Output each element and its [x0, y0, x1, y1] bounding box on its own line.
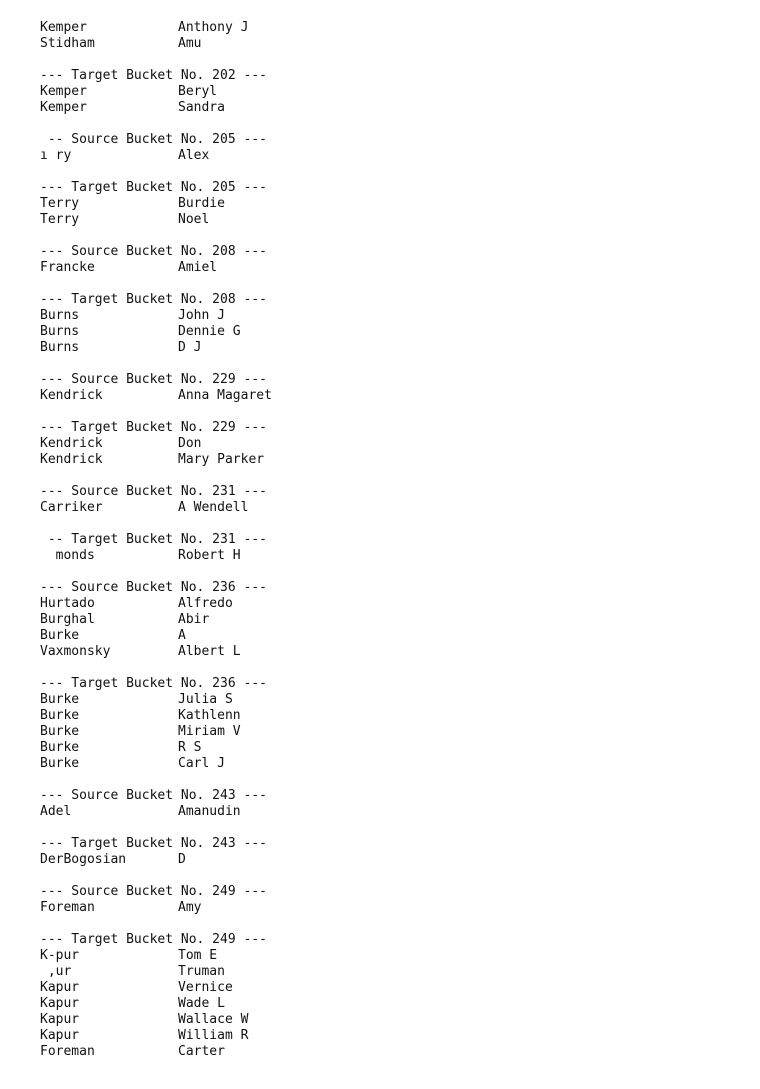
bucket-group — [40, 20, 740, 52]
last-name: Burns — [40, 324, 80, 339]
last-name: Kapur — [40, 980, 80, 995]
last-name: Burke — [40, 740, 80, 755]
first-name: D J — [178, 340, 202, 355]
last-name: Kapur — [40, 1012, 80, 1027]
first-name: A Wendell — [178, 500, 249, 515]
last-name: Foreman — [40, 1044, 95, 1059]
bucket-group — [40, 532, 740, 564]
first-name: John J — [178, 308, 225, 323]
first-name: Truman — [178, 964, 225, 979]
bucket-group — [40, 132, 740, 164]
first-name: Noel — [178, 212, 210, 227]
name-row — [40, 1028, 740, 1044]
name-row — [40, 324, 740, 340]
last-name: Burke — [40, 708, 80, 723]
last-name: Burns — [40, 308, 80, 323]
name-row — [40, 1012, 740, 1028]
name-row — [40, 196, 740, 212]
bucket-header: --- Source Bucket No. 243 --- — [40, 788, 267, 803]
last-name: Kendrick — [40, 436, 103, 451]
last-name: Kendrick — [40, 452, 103, 467]
last-name: Foreman — [40, 900, 95, 915]
last-name: Kemper — [40, 20, 87, 35]
name-row — [40, 20, 740, 36]
last-name: Burke — [40, 628, 80, 643]
last-name: Kapur — [40, 996, 80, 1011]
last-name: ,ur — [40, 964, 72, 979]
bucket-group — [40, 420, 740, 468]
first-name: D — [178, 852, 186, 867]
name-row — [40, 628, 740, 644]
bucket-header: --- Source Bucket No. 208 --- — [40, 244, 267, 259]
bucket-group — [40, 68, 740, 116]
name-row — [40, 692, 740, 708]
bucket-group — [40, 580, 740, 660]
name-row — [40, 740, 740, 756]
first-name: Amiel — [178, 260, 218, 275]
first-name: Tom E — [178, 948, 218, 963]
name-row — [40, 148, 740, 164]
first-name: William R — [178, 1028, 249, 1043]
name-row — [40, 1044, 740, 1060]
bucket-group — [40, 244, 740, 276]
name-row — [40, 100, 740, 116]
first-name: Don — [178, 436, 202, 451]
first-name: Carl J — [178, 756, 225, 771]
name-row — [40, 612, 740, 628]
bucket-header: --- Target Bucket No. 205 --- — [40, 180, 267, 195]
name-row — [40, 308, 740, 324]
last-name: Burns — [40, 340, 80, 355]
name-row — [40, 340, 740, 356]
first-name: Robert H — [178, 548, 241, 563]
name-row — [40, 804, 740, 820]
last-name: Burke — [40, 724, 80, 739]
first-name: Carter — [178, 1044, 225, 1059]
first-name: Beryl — [178, 84, 218, 99]
last-name: ı ry — [40, 148, 72, 163]
first-name: Vernice — [178, 980, 233, 995]
last-name: Terry — [40, 196, 80, 211]
name-row — [40, 596, 740, 612]
first-name: Amanudin — [178, 804, 241, 819]
bucket-header: --- Target Bucket No. 249 --- — [40, 932, 267, 947]
first-name: A — [178, 628, 186, 643]
first-name: Sandra — [178, 100, 225, 115]
bucket-listing — [40, 20, 740, 1076]
name-row — [40, 756, 740, 772]
last-name: Hurtado — [40, 596, 95, 611]
name-row — [40, 548, 740, 564]
last-name: Kapur — [40, 1028, 80, 1043]
name-row — [40, 980, 740, 996]
first-name: Burdie — [178, 196, 225, 211]
bucket-group — [40, 836, 740, 868]
name-row — [40, 500, 740, 516]
last-name: Burghal — [40, 612, 95, 627]
bucket-header: --- Source Bucket No. 229 --- — [40, 372, 267, 387]
last-name: Stidham — [40, 36, 95, 51]
first-name: Alex — [178, 148, 210, 163]
last-name: Burke — [40, 692, 80, 707]
bucket-header: --- Source Bucket No. 231 --- — [40, 484, 267, 499]
last-name: monds — [40, 548, 95, 563]
first-name: Anthony J — [178, 20, 249, 35]
first-name: Mary Parker — [178, 452, 265, 467]
last-name: Francke — [40, 260, 95, 275]
name-row — [40, 724, 740, 740]
name-row — [40, 260, 740, 276]
last-name: Carriker — [40, 500, 103, 515]
first-name: R S — [178, 740, 202, 755]
name-row — [40, 948, 740, 964]
first-name: Amy — [178, 900, 202, 915]
bucket-header: -- Target Bucket No. 231 --- — [40, 532, 267, 547]
first-name: Albert L — [178, 644, 241, 659]
bucket-group — [40, 484, 740, 516]
first-name: Wallace W — [178, 1012, 249, 1027]
name-row — [40, 852, 740, 868]
name-row — [40, 644, 740, 660]
first-name: Amu — [178, 36, 202, 51]
last-name: Burke — [40, 756, 80, 771]
bucket-group — [40, 292, 740, 356]
last-name: DerBogosian — [40, 852, 127, 867]
bucket-group — [40, 180, 740, 228]
name-row — [40, 84, 740, 100]
last-name: Vaxmonsky — [40, 644, 111, 659]
bucket-header: --- Target Bucket No. 229 --- — [40, 420, 267, 435]
bucket-header: --- Source Bucket No. 249 --- — [40, 884, 267, 899]
last-name: Kendrick — [40, 388, 103, 403]
first-name: Dennie G — [178, 324, 241, 339]
last-name: Kemper — [40, 84, 87, 99]
bucket-group — [40, 932, 740, 1060]
bucket-group — [40, 372, 740, 404]
bucket-header: -- Source Bucket No. 205 --- — [40, 132, 267, 147]
last-name: Terry — [40, 212, 80, 227]
bucket-header: --- Target Bucket No. 236 --- — [40, 676, 267, 691]
bucket-header: --- Source Bucket No. 236 --- — [40, 580, 267, 595]
bucket-group — [40, 884, 740, 916]
bucket-group — [40, 676, 740, 772]
first-name: Miriam V — [178, 724, 241, 739]
name-row — [40, 388, 740, 404]
name-row — [40, 436, 740, 452]
first-name: Alfredo — [178, 596, 233, 611]
last-name: Kemper — [40, 100, 87, 115]
name-row — [40, 36, 740, 52]
last-name: K-pur — [40, 948, 80, 963]
name-row — [40, 996, 740, 1012]
bucket-group — [40, 788, 740, 820]
bucket-header: --- Target Bucket No. 208 --- — [40, 292, 267, 307]
bucket-header: --- Target Bucket No. 202 --- — [40, 68, 267, 83]
last-name: Adel — [40, 804, 72, 819]
name-row — [40, 900, 740, 916]
first-name: Kathlenn — [178, 708, 241, 723]
first-name: Julia S — [178, 692, 233, 707]
first-name: Anna Magaret — [178, 388, 272, 403]
name-row — [40, 212, 740, 228]
first-name: Abir — [178, 612, 210, 627]
bucket-header: --- Target Bucket No. 243 --- — [40, 836, 267, 851]
name-row — [40, 452, 740, 468]
first-name: Wade L — [178, 996, 225, 1011]
name-row — [40, 708, 740, 724]
name-row — [40, 964, 740, 980]
